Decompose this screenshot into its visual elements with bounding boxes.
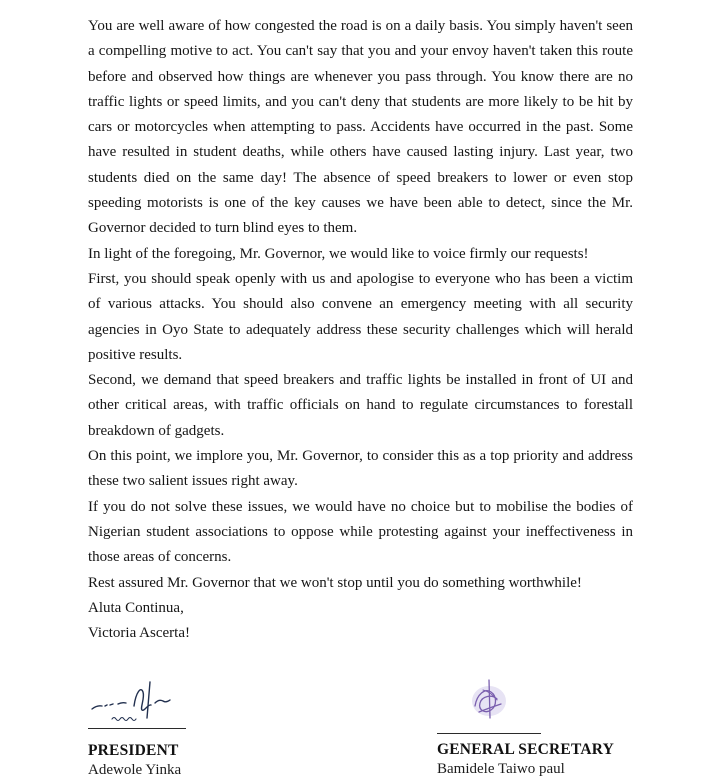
general-secretary-signature-art [437,674,633,724]
closing-aluta: Aluta Continua, [88,599,184,616]
president-title: PRESIDENT [88,742,179,760]
general-secretary-signature-line [437,733,541,734]
signature-section [88,674,633,779]
paragraph-first-request: First, you should speak openly with us and apologise to everyone who has been a victim of various attacks. You should also convene an emergency meeting with all security agencies in Oyo State to adequately address these security challenges which will herald positive results. [88,270,633,363]
president-signature-line [88,728,186,729]
president-signature-block [88,674,437,779]
general-secretary-title: GENERAL SECRETARY [437,741,614,759]
closing-victoria: Victoria Ascerta! [88,625,190,642]
paragraph-second-request: Second, we demand that speed breakers and traffic lights be installed in front of UI and other critical areas, with traffic officials on hand to regulate circumstances to forestall breakdown of gadgets. [88,372,633,439]
paragraph-assurance: Rest assured Mr. Governor that we won't stop until you do something worthwhile! [88,574,582,591]
president-signature-icon [88,676,192,726]
paragraph-road-congestion: You are well aware of how congested the road is on a daily basis. You simply haven't seen a compelling motive to act. You can't say that you and your envoy haven't taken this route before and observed how things are whenever you pass through. You know there are no traffic lights or speed limits, and you can't deny that students are more likely to be hit by cars or motorcycles when attempting to pass. Accidents have occurred in the past. Some have resulted in student deaths, while others have caused lasting injury. Last year, two students died on the same day! The absence of speed breakers to lower or even stop speeding motorists is one of the key causes we have been able to detect, since the Mr. Governor decided to turn blind eyes to them. [88,18,633,237]
letter-body [88,14,633,646]
paragraph-priority-plea: On this point, we implore you, Mr. Governor, to consider this as a top priority and address these two salient issues right away. [88,448,633,490]
general-secretary-signature-block [437,674,633,778]
president-signature-art [88,674,437,726]
paragraph-requests-intro: In light of the foregoing, Mr. Governor, we would like to voice firmly our requests! [88,245,589,262]
general-secretary-signature-icon [459,676,523,724]
general-secretary-name: Bamidele Taiwo paul [437,761,565,778]
paragraph-warning: If you do not solve these issues, we would have no choice but to mobilise the bodies of Nigerian student associations to oppose while protesting against your ineffectiveness in those areas of concerns. [88,498,633,566]
president-name: Adewole Yinka [88,762,182,779]
